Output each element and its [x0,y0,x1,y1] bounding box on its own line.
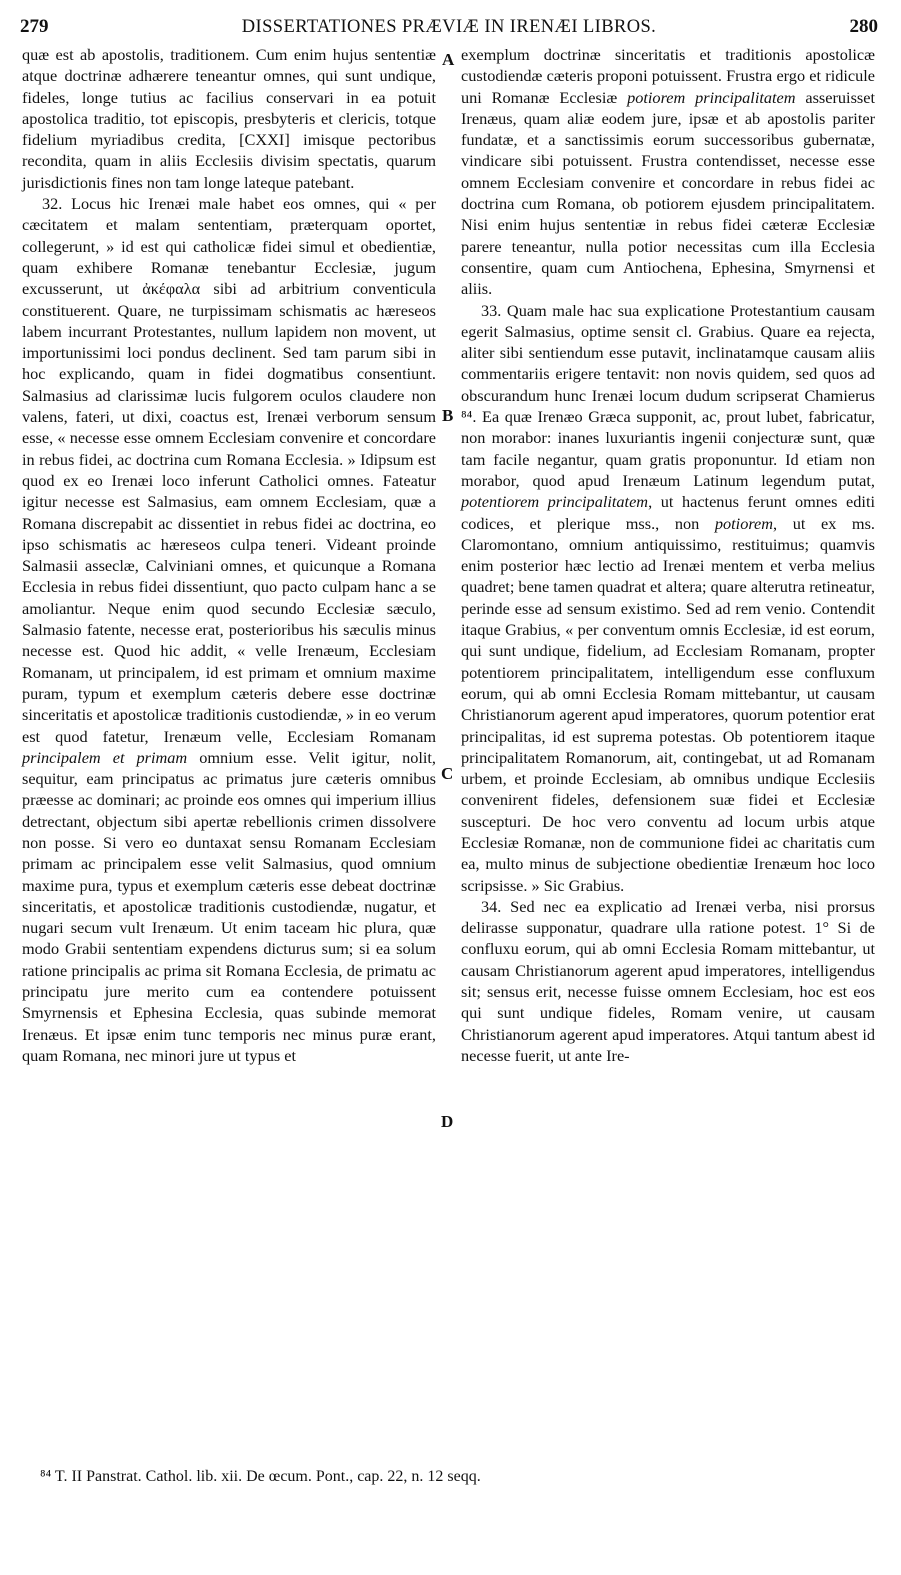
text-run: 32. Locus hic Irenæi male habet eos omnes, qui « per cæcitatem et malam sententiam, præterquam oportet, collegerunt, » id est qui catholicæ fidei simul et obedientiæ, quam exhibere Romanæ tenebantur Ecclesiæ, jugum excusserunt, ut ἀκέφαλα sibi ad arbitrium conventicula constituerent. Quare, ne turpissimam schismatis ac hæreseos labem incurrant Protestantes, nullum lapidem non movent, ut importunissimi loci pondus declinent. Sed tam parum sibi in hoc explicando, quam in fidei dogmatibus consentiunt. Salmasius ad clarissimæ lucis fulgorem oculos claudere non valens, fateri, ut dixi, coactus est, Irenæi verborum sensum esse, « necesse esse omnem Ecclesiam convenire et concordare in rebus fidei, ac doctrina cum Romana Ecclesia. » Idipsum est quod ex eo Irenæi loco inferunt Catholici omnes. Fateatur igitur necesse est Salmasius, eam omnem Ecclesiam, quæ a Romana discrepabit ac dissentiet in rebus fidei ac doctrina, eo ipso schismatis ac hæreseos culpa teneri. Videant proinde Salmasii asseclæ, Calviniani omnes, et quicunque a Romana Ecclesia in rebus fidei dissentiunt, quo pacto culpam hanc a se amoliantur. Neque enim quod secundo Ecclesiæ sæculo, Salmasio fatente, necesse erat, posterioribus his sæculis minus necesse est. Quod hic addit, « velle Irenæum, Ecclesiam Romanam, ut principalem, id est primam et omnium maxime puram, typum et exemplum cæteris debere esse doctrinæ sinceritatis et apostolicæ traditionis custodiendæ, » in eo verum est quod fatetur, Irenæum velle, Ecclesiam Romanam [22,194,436,746]
paragraph-continued: quæ est ab apostolis, traditionem. Cum enim hujus sententiæ atque doctrinæ adhærere teneantur omnes, qui sunt undique, fideles, longe tutius ac facilius conservari in ea potuit apostolica traditio, tot episcopis, presbyteris et clericis, totque fidelium myriadibus credita, [CXXI] imisque pectoribus recondita, quam in aliis Ecclesiis divisim spectatis, quarum jurisdictionis fines non tam longe lateque patebant. [22,45,436,192]
text-run: asseruisset Irenæus, quam aliæ eodem jure, ipsæ et ab apostolis pariter fundatæ, et a sanctissimis eorum successoribus gubernatæ, vindicare sibi potuissent. Frustra contendisset, necesse esse omnem Ecclesiam convenire et concordare in rebus fidei ac doctrina cum Romana, ob potiorem ejusdem principalitatem. Nisi enim hujus sententiæ in rebus fidei cæteræ Ecclesiæ parere teneantur, nulla potior necessitas cum illa Ecclesia consentire, quam cum Antiochena, Ephesina, Smyrnensi et aliis. [461,87,875,299]
page-number-right: 280 [849,16,878,37]
footnote: ⁸⁴ T. II Panstrat. Cathol. lib. xii. De œcum. Pont., cap. 22, n. 12 seqq. [40,1468,481,1485]
italic-phrase: principalem et primam [22,747,188,767]
paragraph-continued [461,44,875,300]
text-run: , ut hactenus ferunt omnes editi codices, et plerique mss., non [461,492,875,533]
right-column [461,44,875,1066]
margin-marker-d: D [441,1112,454,1131]
text-run: exemplum doctrinæ sinceritatis et traditionis apostolicæ custodiendæ cæteris proponi potuissent. Frustra ergo et ridicule uni Romanæ Ecclesiæ [461,45,875,107]
italic-phrase: potentiorem principalitatem [461,492,649,512]
margin-marker-a: A [442,50,455,69]
left-column [22,44,436,1066]
page-number-left: 279 [20,16,49,37]
text-run: omnium esse. Velit igitur, nolit, sequitur, eam principatus ac primatus jure cæteris omnibus præesse ac dominari; ac proinde eos omnes qui imperium illius detrectant, objectum sibi apertæ rebellionis crimen dissolvere non posse. Si vero eo duntaxat sensu Romanam Ecclesiam primam ac principalem esse velit Salmasius, quod omnium maxime pura, typus et exemplum cæteris esse debeat doctrinæ sinceritatis, et apostolicæ traditionis custodiendæ, nugatur, et nugari secum vult Irenæum. Ut enim taceam hic plura, quæ modo Grabii sententiam expendens dicturus sum; si ea solum ratione principalis ac prima sit Romana Ecclesia, de primatu ac principatu jure merito cum ea contendere potuissent Smyrnensis et Ephesina Ecclesia, quas subinde memorat Irenæus. Et ipsæ enim tunc temporis nec minus puræ erant, quam Romana, nec minori jure ut typus et [22,747,437,1065]
running-header [20,8,878,42]
paragraph-34: 34. Sed nec ea explicatio ad Irenæi verba, nisi prorsus delirasse supponatur, quadrare ulla ratione potest. 1° Si de confluxu eorum, qui ab omni Ecclesia Romam mittebantur, ut causam Christianorum agerent apud imperatores, intelligendus sit; sensus erit, necesse fuisse omnem Ecclesiam, hoc est eos qui sunt undique fideles, Romam venire, ut causam Christianorum agerent apud imperatores. Atqui tantum abest id necesse fuerit, ut ante Ire- [461,896,875,1065]
margin-marker-b: B [442,406,454,425]
text-run: 33. Quam male hac sua explicatione Protestantium causam egerit Salmasius, optime sensit cl. Grabius. Quare ea rejecta, aliter sibi sentiendum esse putavit, inclinatamque causam aliis commentariis erigere tentavit: non novis quidem, sed quos ad obscurandum hunc Irenæi locum dudum scripserat Chamierus ⁸⁴. Ea quæ Irenæo Græca supponit, ac, prout lubet, fabricatur, non morabor: inanes luxuriantis ingenii conjecturæ sunt, quæ tam facile negantur, quam gratis proponuntur. Id etiam non morabor, quod apud Irenæum Latinum legendum putat, [461,300,875,490]
running-title: DISSERTATIONES PRÆVIÆ IN IRENÆI LIBROS. [241,17,657,37]
paragraph-33 [461,300,875,896]
paragraph-32 [22,193,436,1066]
italic-phrase: potiorem principalitatem [627,87,796,107]
italic-phrase: potiorem [714,513,774,533]
margin-marker-c: C [441,764,454,783]
text-run: , ut ex ms. Claromontano, omnium antiquissimo, restituimus; quamvis enim posterior hæc lectio ad Irenæi mentem et verba melius quadret; bene tamen quadrat et altera; quare alterutra retineatur, perinde esse ad sensum existimo. Sed ad rem venio. Contendit itaque Grabius, « per conventum omnis Ecclesiæ, id est eorum, qui sunt undique, fidelium, ad Ecclesiam Romanam, propter potentiorem principalitatem, intelligendum esse confluxum eorum, qui ab omni Ecclesia Romam mittebantur, ut causam Christianorum agerent apud imperatores, quorum potentior erat principalitas, id est suprema potestas. Ob potentiorem itaque principalitatem Romanorum, ait, contingebat, ut ad Romanam urbem, et proinde Ecclesiam, ab omnibus undique Ecclesiis convenirent fideles, defensionem suæ fidei et Ecclesiæ suscepturi. De hoc vero conventu ad locum urbis atque Ecclesiæ Romanæ, non de communione fidei ac charitatis cum ea, multo minus de subjectione obedientiæ Irenæum hoc loco scripsisse. » Sic Grabius. [461,513,875,895]
